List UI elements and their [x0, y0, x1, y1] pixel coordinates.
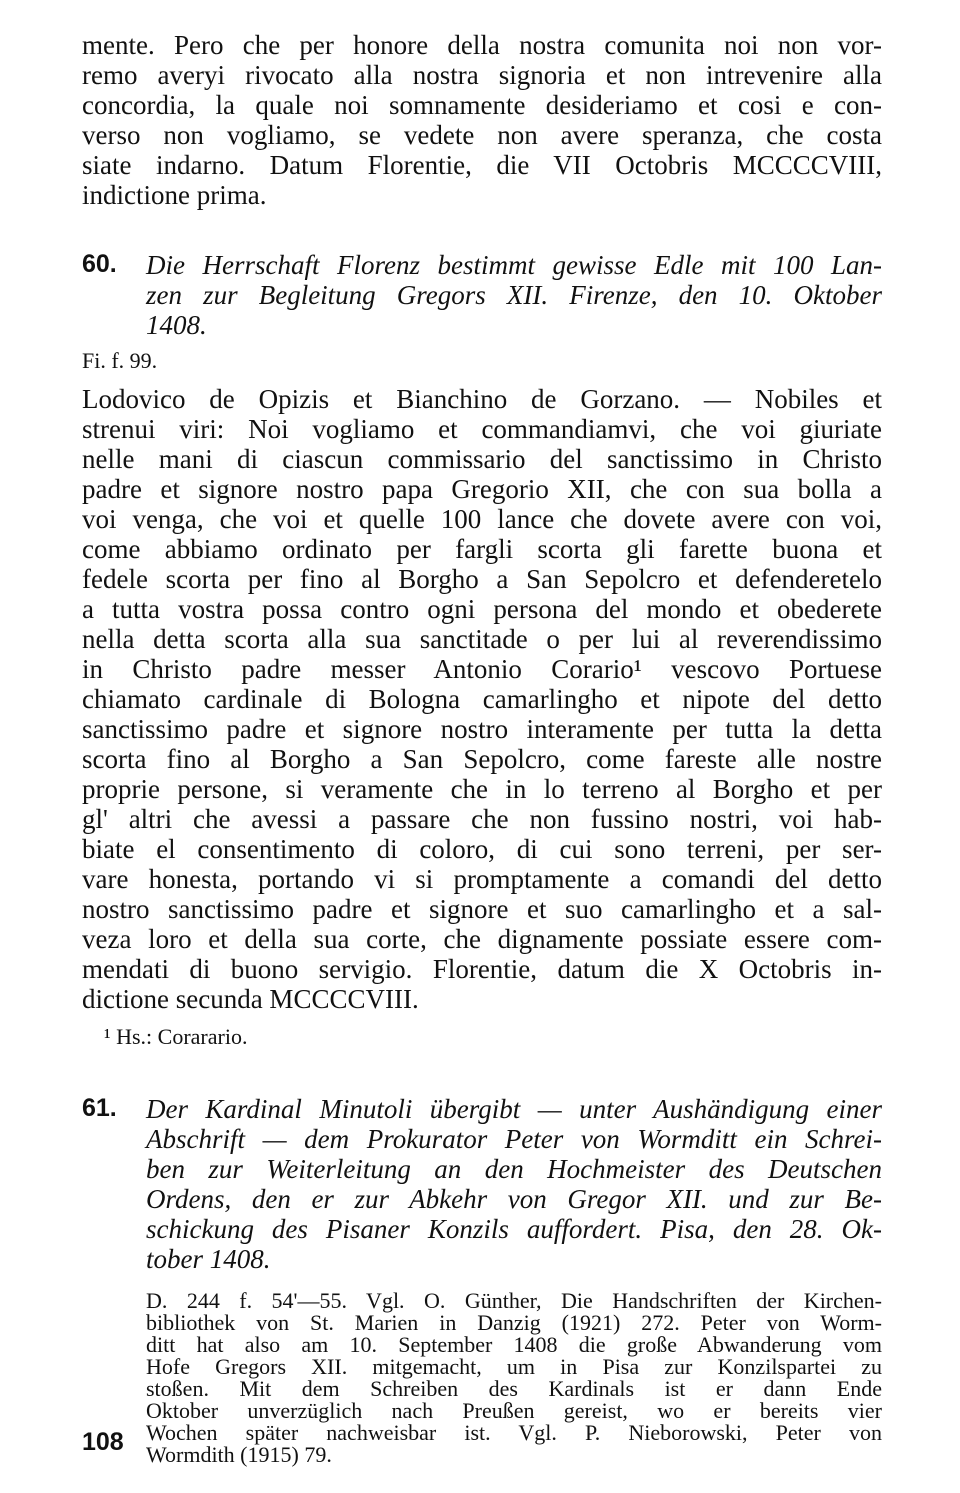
text-line: fedele scorta per fino al Borgho a San Sepolcro et defenderetelo [82, 564, 882, 594]
text-line: remo averyi rivocato alla nostra signoria et non intrevenire alla [82, 60, 882, 90]
text-line: zen zur Begleitung Gregors XII. Firenze, den 10. Oktober [146, 280, 882, 310]
source-reference: Fi. f. 99. [82, 348, 158, 373]
text-line: mente. Pero che per honore della nostra comunita noi non vor- [82, 30, 882, 60]
text-line: come abbiamo ordinato per fargli scorta gli farette buona et [82, 534, 882, 564]
text-line: Lodovico de Opizis et Bianchino de Gorzano. — Nobiles et [82, 384, 882, 414]
text-line: Der Kardinal Minutoli übergibt — unter Aushändigung einer [146, 1094, 882, 1124]
text-line: nelle mani di ciascun commissario del sanctissimo in Christo [82, 444, 882, 474]
text-line: nella detta scorta alla sua sanctitade o per lui al reverendissimo [82, 624, 882, 654]
page-number: 108 [82, 1428, 124, 1456]
text-line: Abschrift — dem Prokurator Peter von Wormditt ein Schrei- [146, 1124, 882, 1154]
text-line: Wochen später nachweisbar ist. Vgl. P. Nieborowski, Peter von [146, 1420, 882, 1445]
entry-number: 60. [82, 250, 117, 278]
letter-body [82, 384, 882, 1014]
text-line: Ordens, den er zur Abkehr von Gregor XII. und zur Be- [146, 1184, 882, 1214]
text-line: a tutta vostra possa contro ogni persona del mondo et obederete [82, 594, 882, 624]
text-line: stoßen. Mit dem Schreiben des Kardinals ist er dann Ende [146, 1376, 882, 1401]
intro-paragraph [82, 30, 882, 210]
entry-60 [82, 250, 882, 340]
text-line: sanctissimo padre et signore nostro interamente per tutta la detta [82, 714, 882, 744]
text-line: D. 244 f. 54'—55. Vgl. O. Günther, Die Handschriften der Kirchen- [146, 1288, 882, 1313]
text-line: Wormdith (1915) 79. [146, 1442, 332, 1467]
text-line: gl' altri che avessi a passare che non fussino nostri, voi hab- [82, 804, 882, 834]
text-line: chiamato cardinale di Bologna camarlingho et nipote del detto [82, 684, 882, 714]
text-line: siate indarno. Datum Florentie, die VII Octobris MCCCCVIII, [82, 150, 882, 180]
text-line: ben zur Weiterleitung an den Hochmeister des Deutschen [146, 1154, 882, 1184]
text-line: indictione prima. [82, 180, 267, 210]
text-line: padre et signore nostro papa Gregorio XII, che con sua bolla a [82, 474, 882, 504]
text-line: Die Herrschaft Florenz bestimmt gewisse Edle mit 100 Lan- [146, 250, 882, 280]
editorial-note [146, 1290, 882, 1466]
text-line: vare honesta, portando vi si promptamente a comandi del detto [82, 864, 882, 894]
text-line: 1408. [146, 310, 207, 340]
text-line: schickung des Pisaner Konzils auffordert. Pisa, den 28. Ok- [146, 1214, 882, 1244]
text-line: dictione secunda MCCCCVIII. [82, 984, 419, 1014]
text-line: biate el consentimento di coloro, di cui sono terreni, per ser- [82, 834, 882, 864]
entry-heading [146, 1094, 882, 1274]
text-line: scorta fino al Borgho a San Sepolcro, come fareste alle nostre [82, 744, 882, 774]
text-line: nostro sanctissimo padre et signore et suo camarlingho et a sal- [82, 894, 882, 924]
text-line: Oktober unverzüglich nach Preußen gereist, wo er bereits vier [146, 1398, 882, 1423]
footnote: ¹ Hs.: Corarario. [104, 1024, 248, 1049]
text-line: verso non vogliamo, se vedete non avere speranza, che costa [82, 120, 882, 150]
text-line: bibliothek von St. Marien in Danzig (1921) 272. Peter von Worm- [146, 1310, 882, 1335]
text-line: voi venga, che voi et quelle 100 lance che dovete avere con voi, [82, 504, 882, 534]
text-line: veza loro et della sua corte, che dignamente possiate essere com- [82, 924, 882, 954]
text-line: ditt hat also am 10. September 1408 die große Abwanderung vom [146, 1332, 882, 1357]
text-line: strenui viri: Noi vogliamo et commandiamvi, che voi giuriate [82, 414, 882, 444]
entry-heading [146, 250, 882, 340]
entry-number: 61. [82, 1094, 117, 1122]
text-line: tober 1408. [146, 1244, 271, 1274]
text-line: Hofe Gregors XII. mitgemacht, um in Pisa zur Konzilspartei zu [146, 1354, 882, 1379]
text-line: concordia, la quale noi somnamente desideriamo et cosi e con- [82, 90, 882, 120]
text-line: in Christo padre messer Antonio Corario¹ vescovo Portuese [82, 654, 882, 684]
text-line: proprie persone, si veramente che in lo terreno al Borgho et per [82, 774, 882, 804]
page-content [82, 30, 882, 1466]
text-line: mendati di buono servigio. Florentie, datum die X Octobris in- [82, 954, 882, 984]
entry-61 [82, 1094, 882, 1274]
